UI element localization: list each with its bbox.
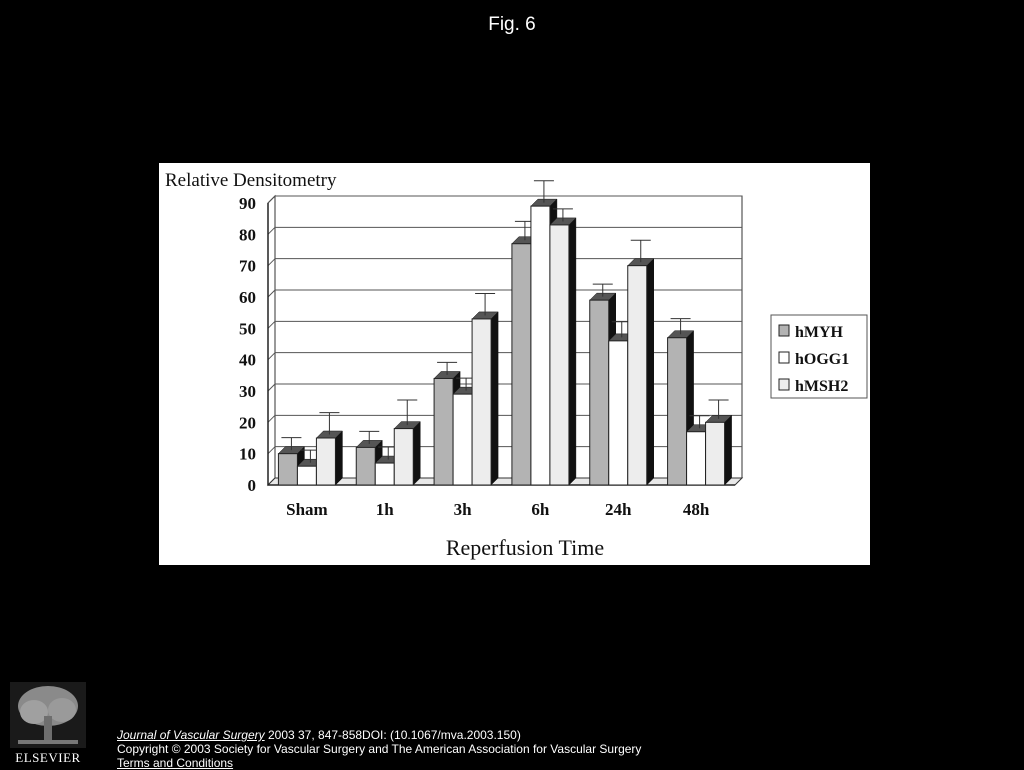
y-tick-label: 50 [239,319,256,339]
bar [628,266,647,485]
legend-swatch [779,379,789,390]
bar [531,206,550,485]
bar [706,422,725,485]
bar [472,319,491,485]
y-tick-label: 40 [239,350,256,370]
x-tick-label: 48h [682,500,710,519]
x-tick-label: 6h [531,500,550,519]
y-tick-label: 10 [239,444,256,464]
bar [297,466,316,485]
legend-label: hOGG1 [795,351,850,368]
bar [394,429,413,485]
y-tick-label: 0 [247,476,256,495]
bar [590,300,609,485]
bar-side [335,431,342,485]
x-tick-label: 3h [453,500,472,519]
figure-title: Fig. 6 [488,14,536,35]
y-tick-label: 70 [239,256,256,276]
bar-side [413,422,420,485]
bar [550,225,569,485]
bar-side [647,259,654,485]
citation-details: 2003 37, 847-858DOI: (10.1067/mva.2003.150) [264,728,521,742]
bar-side [725,415,732,485]
x-tick-label: Sham [286,500,328,519]
plot-side-wall [268,196,275,485]
bar [453,394,472,485]
chart-title: Relative Densitometry [165,170,337,191]
legend-swatch [779,325,789,336]
bar [609,341,628,485]
legend-label: hMSH2 [795,378,849,395]
bar-chart [159,163,870,565]
journal-link[interactable]: Journal of Vascular Surgery [117,728,265,742]
bar [316,438,335,485]
x-tick-label: 1h [375,500,394,519]
bar [375,463,394,485]
y-tick-label: 60 [239,288,256,307]
y-tick-label: 90 [239,194,256,213]
publisher-name: ELSEVIER [15,750,81,765]
bar [278,454,297,485]
bar [434,378,453,485]
legend-label: hMYH [795,324,843,341]
terms-link[interactable]: Terms and Conditions [117,756,234,770]
y-tick-label: 30 [239,382,256,401]
copyright-text: Copyright © 2003 Society for Vascular Surgery and The American Association for Vascular Surgery [117,742,642,756]
bar [356,447,375,485]
bar-side [491,312,498,485]
x-tick-label: 24h [605,500,632,519]
y-tick-label: 80 [239,225,256,245]
citation [117,728,521,742]
y-tick-label: 20 [239,413,256,433]
chart-panel [159,163,870,565]
bar [687,432,706,485]
bar [512,244,531,485]
bar-side [569,218,576,485]
legend [771,315,867,398]
legend-swatch [779,352,789,363]
bar [668,338,687,485]
x-axis-label: Reperfusion Time [445,535,605,560]
